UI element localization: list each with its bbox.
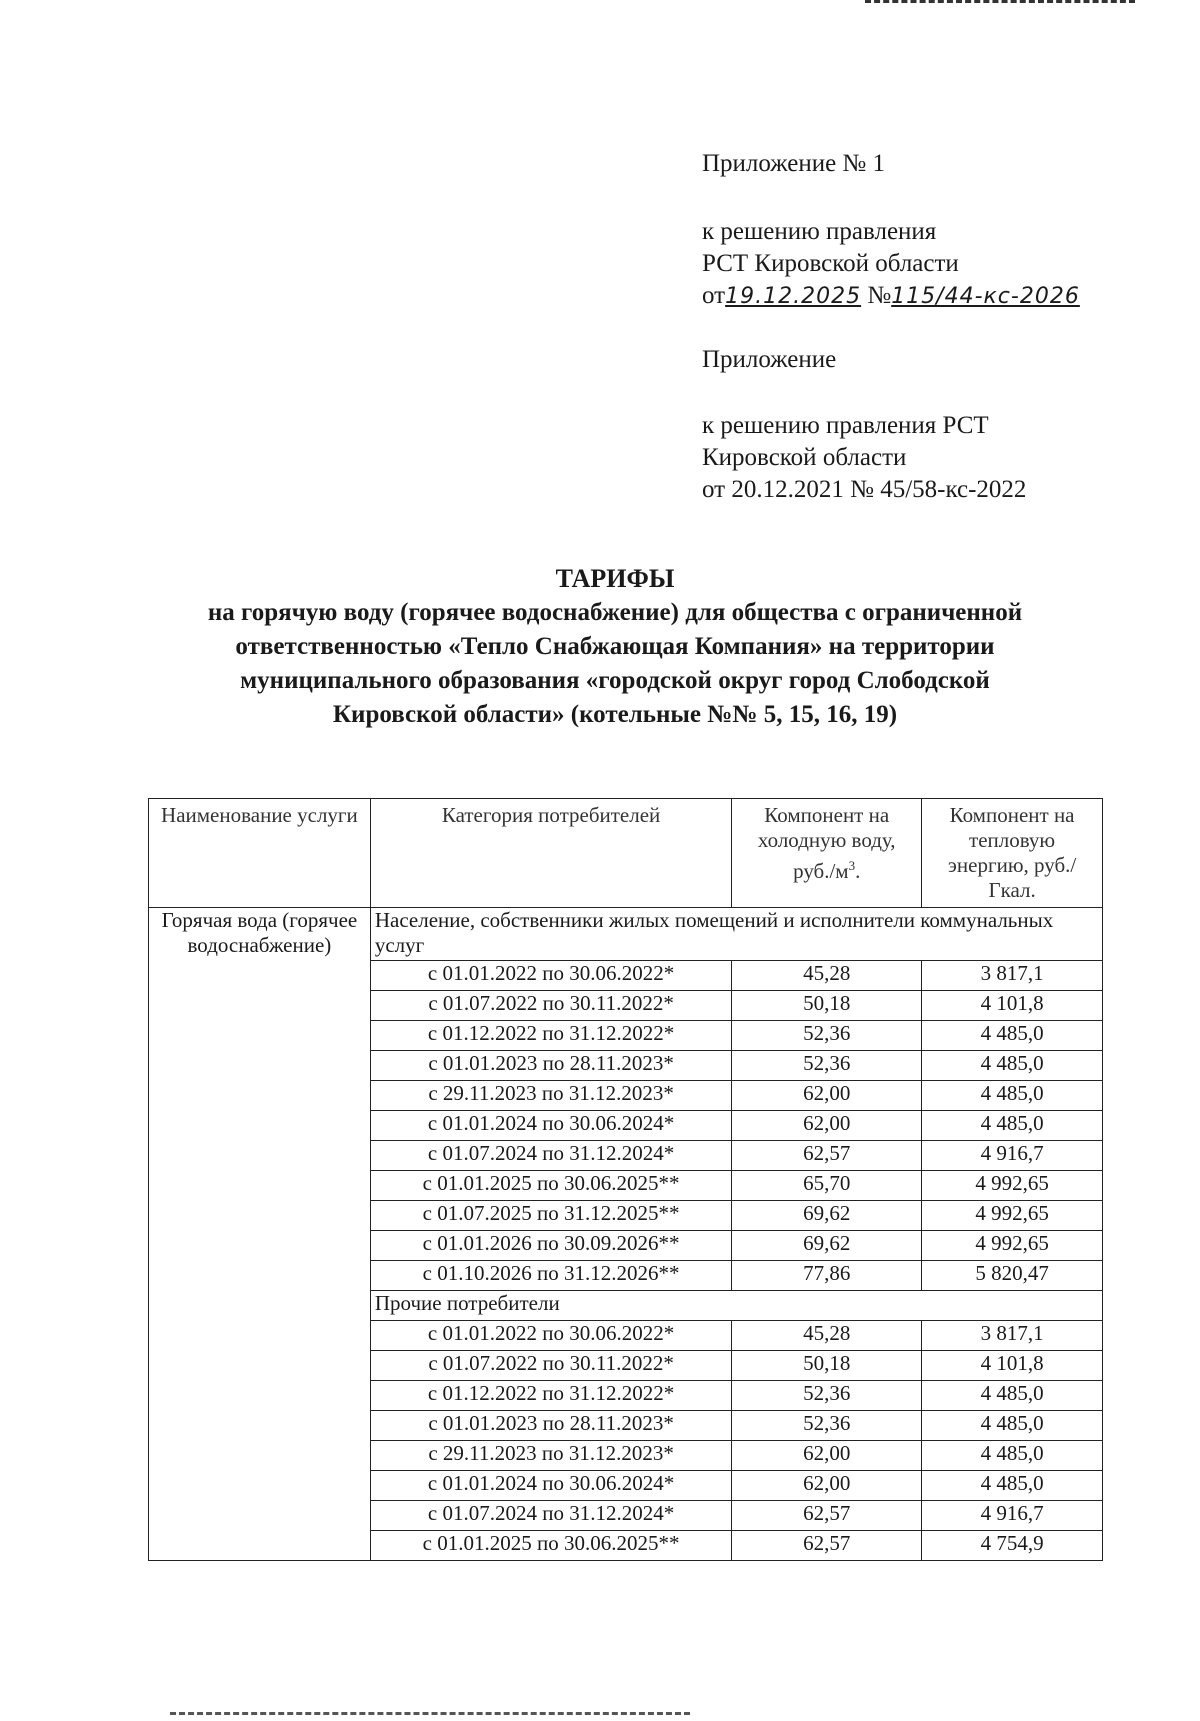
appendix-number: Приложение № 1 bbox=[702, 150, 886, 177]
appendix-label bbox=[702, 148, 885, 180]
period-cell: с 01.07.2025 по 31.12.2025** bbox=[370, 1201, 731, 1231]
cold-water-value-cell: 62,00 bbox=[732, 1081, 922, 1111]
period-cell: с 01.07.2024 по 31.12.2024* bbox=[370, 1501, 731, 1531]
cold-water-value-cell: 65,70 bbox=[732, 1171, 922, 1201]
title-line: ответственностью «Тепло Снабжающая Компания» на территории bbox=[235, 633, 995, 660]
period-cell: с 01.12.2022 по 31.12.2022* bbox=[370, 1021, 731, 1051]
category-row bbox=[149, 908, 1103, 961]
decision-body: РСТ Кировской области bbox=[702, 250, 959, 277]
cold-water-value-cell: 62,57 bbox=[732, 1141, 922, 1171]
decision-date-number: от19.12.2025 №115/44-кс-2026 bbox=[702, 282, 1080, 309]
cold-water-value-cell: 45,28 bbox=[732, 961, 922, 991]
scan-edge-mark bbox=[865, 0, 1135, 7]
heat-value-cell: 4 485,0 bbox=[922, 1111, 1103, 1141]
heat-value-cell: 4 485,0 bbox=[922, 1411, 1103, 1441]
period-cell: с 01.01.2022 по 30.06.2022* bbox=[370, 961, 731, 991]
period-cell: с 01.10.2026 по 31.12.2026** bbox=[370, 1261, 731, 1291]
heat-value-cell: 3 817,1 bbox=[922, 1321, 1103, 1351]
cold-water-value-cell: 62,00 bbox=[732, 1111, 922, 1141]
period-cell: с 29.11.2023 по 31.12.2023* bbox=[370, 1441, 731, 1471]
heat-value-cell: 5 820,47 bbox=[922, 1261, 1103, 1291]
cold-water-value-cell: 45,28 bbox=[732, 1321, 922, 1351]
tariff-table bbox=[148, 798, 1103, 1561]
document-title bbox=[130, 562, 1100, 732]
period-cell: с 01.01.2023 по 28.11.2023* bbox=[370, 1411, 731, 1441]
heat-value-cell: 4 101,8 bbox=[922, 991, 1103, 1021]
heat-value-cell: 4 485,0 bbox=[922, 1441, 1103, 1471]
cold-water-value-cell: 52,36 bbox=[732, 1051, 922, 1081]
cold-water-value-cell: 62,57 bbox=[732, 1531, 922, 1561]
cold-water-value-cell: 62,00 bbox=[732, 1471, 922, 1501]
heat-value-cell: 4 916,7 bbox=[922, 1141, 1103, 1171]
title-heading: ТАРИФЫ bbox=[555, 564, 675, 593]
cold-water-value-cell: 62,00 bbox=[732, 1441, 922, 1471]
cold-water-value-cell: 52,36 bbox=[732, 1381, 922, 1411]
title-line: муниципального образования «городской округ город Слободской bbox=[240, 667, 990, 694]
cold-water-value-cell: 77,86 bbox=[732, 1261, 922, 1291]
period-cell: с 01.07.2022 по 30.11.2022* bbox=[370, 1351, 731, 1381]
period-cell: с 01.01.2026 по 30.09.2026** bbox=[370, 1231, 731, 1261]
period-cell: с 01.01.2022 по 30.06.2022* bbox=[370, 1321, 731, 1351]
cold-water-value-cell: 69,62 bbox=[732, 1201, 922, 1231]
cold-water-value-cell: 52,36 bbox=[732, 1411, 922, 1441]
heat-value-cell: 4 916,7 bbox=[922, 1501, 1103, 1531]
heat-value-cell: 4 992,65 bbox=[922, 1171, 1103, 1201]
period-cell: с 29.11.2023 по 31.12.2023* bbox=[370, 1081, 731, 1111]
period-cell: с 01.01.2025 по 30.06.2025** bbox=[370, 1531, 731, 1561]
cold-water-value-cell: 50,18 bbox=[732, 991, 922, 1021]
table-body bbox=[149, 908, 1103, 1561]
handwritten-date: 19.12.2025 bbox=[725, 284, 862, 309]
title-line: на горячую воду (горячее водоснабжение) для общества с ограниченной bbox=[207, 599, 1023, 626]
consumer-category-cell: Прочие потребители bbox=[370, 1291, 1102, 1321]
appendix-label-2: Приложение bbox=[702, 346, 837, 373]
header-heat: Компонент на тепловую энергию, руб./Гкал. bbox=[922, 799, 1103, 908]
period-cell: с 01.07.2024 по 31.12.2024* bbox=[370, 1141, 731, 1171]
period-cell: с 01.01.2023 по 28.11.2023* bbox=[370, 1051, 731, 1081]
heat-value-cell: 3 817,1 bbox=[922, 961, 1103, 991]
header-service: Наименование услуги bbox=[149, 799, 371, 908]
handwritten-number: 115/44-кс-2026 bbox=[891, 284, 1080, 309]
period-cell: с 01.01.2024 по 30.06.2024* bbox=[370, 1471, 731, 1501]
heat-value-cell: 4 485,0 bbox=[922, 1471, 1103, 1501]
heat-value-cell: 4 485,0 bbox=[922, 1021, 1103, 1051]
table-header-row bbox=[149, 799, 1103, 908]
cold-water-value-cell: 50,18 bbox=[732, 1351, 922, 1381]
scan-edge-mark bbox=[170, 1712, 690, 1719]
period-cell: с 01.12.2022 по 31.12.2022* bbox=[370, 1381, 731, 1411]
heat-value-cell: 4 485,0 bbox=[922, 1081, 1103, 1111]
heat-value-cell: 4 101,8 bbox=[922, 1351, 1103, 1381]
period-cell: с 01.01.2024 по 30.06.2024* bbox=[370, 1111, 731, 1141]
cold-water-value-cell: 69,62 bbox=[732, 1231, 922, 1261]
consumer-category-cell: Население, собственники жилых помещений и исполнители коммунальных услуг bbox=[370, 908, 1102, 961]
period-cell: с 01.01.2025 по 30.06.2025** bbox=[370, 1171, 731, 1201]
cold-water-value-cell: 62,57 bbox=[732, 1501, 922, 1531]
heat-value-cell: 4 485,0 bbox=[922, 1381, 1103, 1411]
heat-value-cell: 4 485,0 bbox=[922, 1051, 1103, 1081]
heat-value-cell: 4 754,9 bbox=[922, 1531, 1103, 1561]
decision-line: к решению правления bbox=[702, 218, 937, 245]
period-cell: с 01.07.2022 по 30.11.2022* bbox=[370, 991, 731, 1021]
original-decision-reference: к решению правления РСТ Кировской области от 20.12.2021 № 45/58-кс-2022 bbox=[702, 412, 1027, 503]
title-line: Кировской области» (котельные №№ 5, 15, 16, 19) bbox=[332, 701, 898, 728]
decision-reference bbox=[702, 216, 1080, 313]
cold-water-value-cell: 52,36 bbox=[732, 1021, 922, 1051]
header-category: Категория потребителей bbox=[370, 799, 731, 908]
header-cold-water: Компонент на холодную воду, $руб./м^3$. bbox=[732, 799, 922, 908]
heat-value-cell: 4 992,65 bbox=[922, 1201, 1103, 1231]
service-name-cell: Горячая вода (горячее водоснабжение) bbox=[149, 908, 371, 1561]
heat-value-cell: 4 992,65 bbox=[922, 1231, 1103, 1261]
